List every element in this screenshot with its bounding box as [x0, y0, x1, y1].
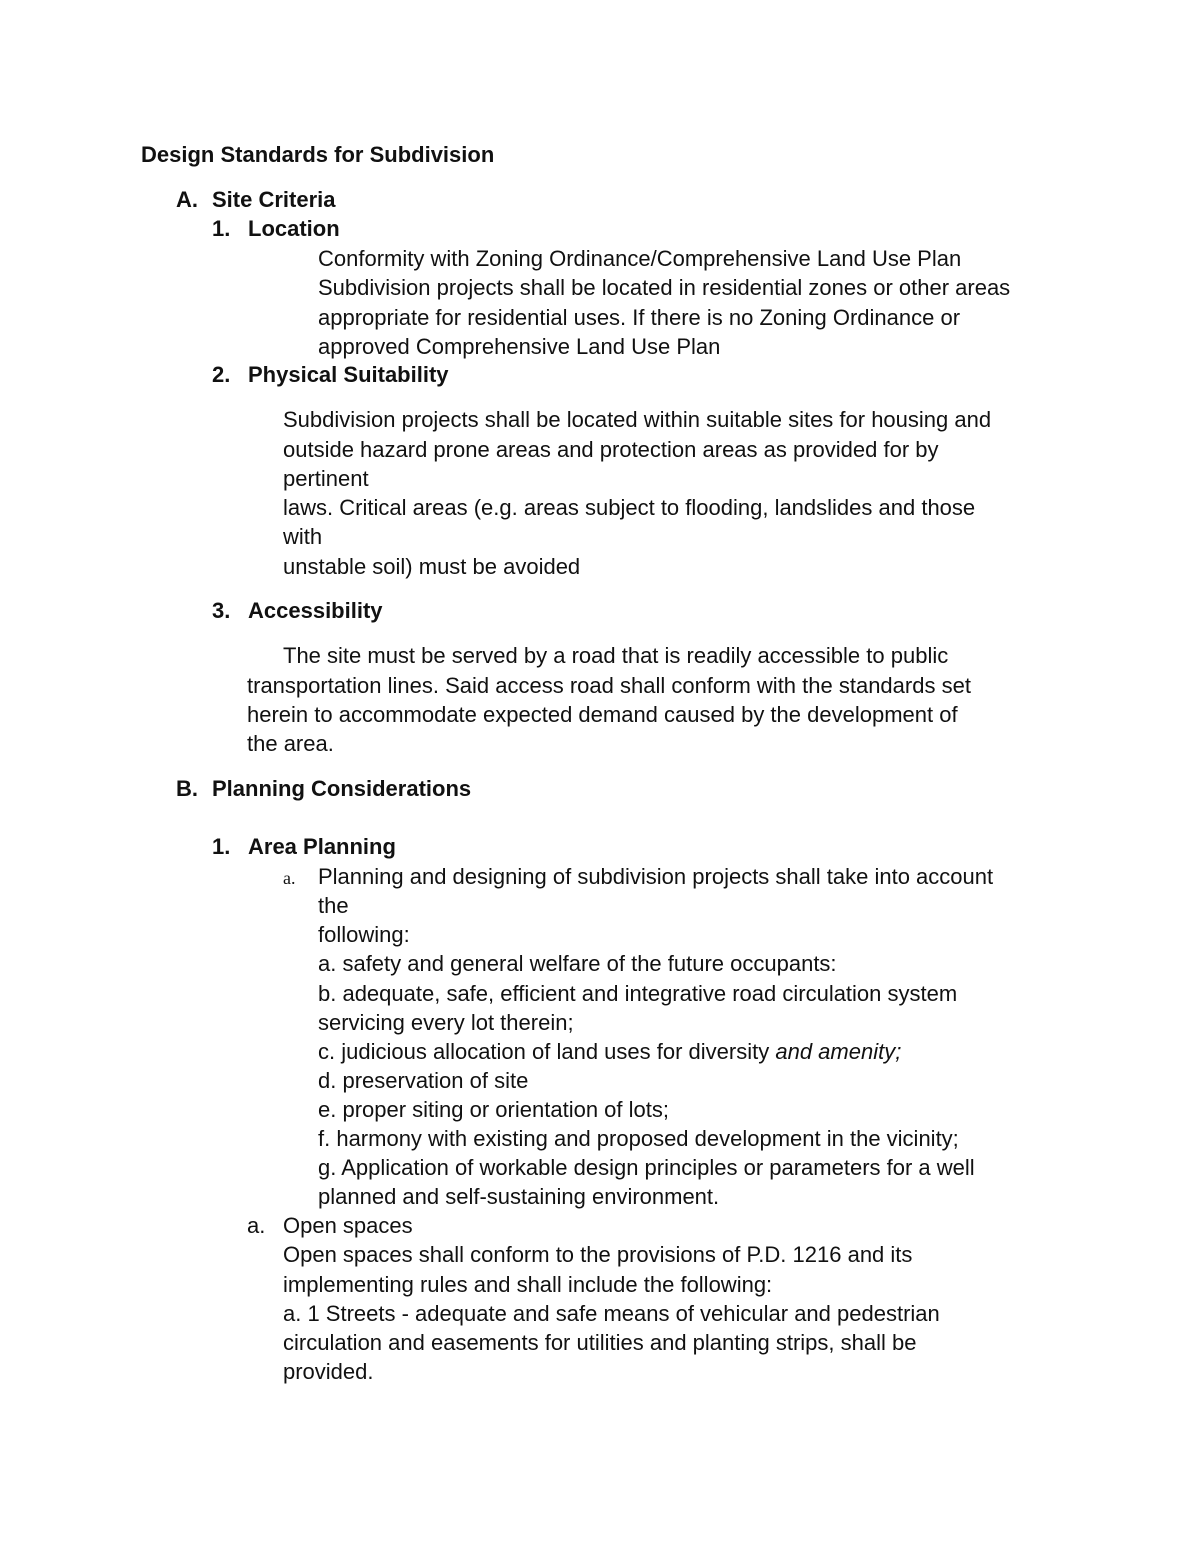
item-physical-marker: 2.	[212, 362, 231, 387]
physical-line: pertinent	[283, 466, 369, 491]
document-title: Design Standards for Subdivision	[141, 142, 495, 167]
area-line: e. proper siting or orientation of lots;	[318, 1097, 669, 1122]
physical-line: with	[283, 524, 323, 549]
area-line-with-italic	[318, 1039, 901, 1065]
area-sub-marker: a.	[283, 868, 296, 888]
item-area-heading: Area Planning	[248, 834, 396, 859]
item-physical-heading: Physical Suitability	[248, 362, 449, 387]
section-a-marker: A.	[176, 187, 198, 212]
item-area-marker: 1.	[212, 834, 231, 859]
access-line: the area.	[247, 731, 334, 756]
item-location-heading: Location	[248, 216, 340, 241]
physical-line: Subdivision projects shall be located within suitable sites for housing and	[283, 407, 992, 432]
area-line: Planning and designing of subdivision projects shall take into account	[318, 864, 994, 889]
open-spaces-line: a. 1 Streets - adequate and safe means of vehicular and pedestrian	[283, 1301, 940, 1326]
area-line: following:	[318, 922, 410, 947]
location-line: Subdivision projects shall be located in residential zones or other areas	[318, 275, 1011, 300]
area-line: planned and self-sustaining environment.	[318, 1184, 720, 1209]
area-line: servicing every lot therein;	[318, 1010, 574, 1035]
location-line: appropriate for residential uses. If there is no Zoning Ordinance or	[318, 305, 961, 330]
access-line: The site must be served by a road that is readily accessible to public	[283, 643, 949, 668]
area-line: f. harmony with existing and proposed development in the vicinity;	[318, 1126, 959, 1151]
open-spaces-line: Open spaces shall conform to the provisions of P.D. 1216 and its	[283, 1242, 913, 1267]
area-line: c. judicious allocation of land uses for diversity	[318, 1039, 770, 1064]
item-access-heading: Accessibility	[248, 598, 383, 623]
area-line: the	[318, 893, 349, 918]
physical-line: laws. Critical areas (e.g. areas subject to flooding, landslides and those	[283, 495, 976, 520]
area-line: g. Application of workable design principles or parameters for a well	[318, 1155, 975, 1180]
location-line: approved Comprehensive Land Use Plan	[318, 334, 721, 359]
area-line: b. adequate, safe, efficient and integrative road circulation system	[318, 981, 958, 1006]
area-italic-tail: and amenity;	[775, 1039, 902, 1064]
access-line: herein to accommodate expected demand caused by the development of	[247, 702, 958, 727]
physical-line: outside hazard prone areas and protection areas as provided for by	[283, 437, 939, 462]
open-spaces-marker: a.	[247, 1213, 266, 1238]
item-location-marker: 1.	[212, 216, 231, 241]
open-spaces-line: circulation and easements for utilities and planting strips, shall be	[283, 1330, 917, 1355]
access-line: transportation lines. Said access road shall conform with the standards set	[247, 673, 971, 698]
area-line: a. safety and general welfare of the future occupants:	[318, 951, 837, 976]
location-line: Conformity with Zoning Ordinance/Comprehensive Land Use Plan	[318, 246, 962, 271]
open-spaces-line: implementing rules and shall include the following:	[283, 1272, 773, 1297]
physical-line: unstable soil) must be avoided	[283, 554, 581, 579]
section-a-heading: Site Criteria	[212, 187, 336, 212]
section-b-heading: Planning Considerations	[212, 776, 472, 801]
open-spaces-heading: Open spaces	[283, 1213, 413, 1238]
item-access-marker: 3.	[212, 598, 231, 623]
open-spaces-line: provided.	[283, 1359, 374, 1384]
section-b-marker: B.	[176, 776, 198, 801]
area-line: d. preservation of site	[318, 1068, 529, 1093]
